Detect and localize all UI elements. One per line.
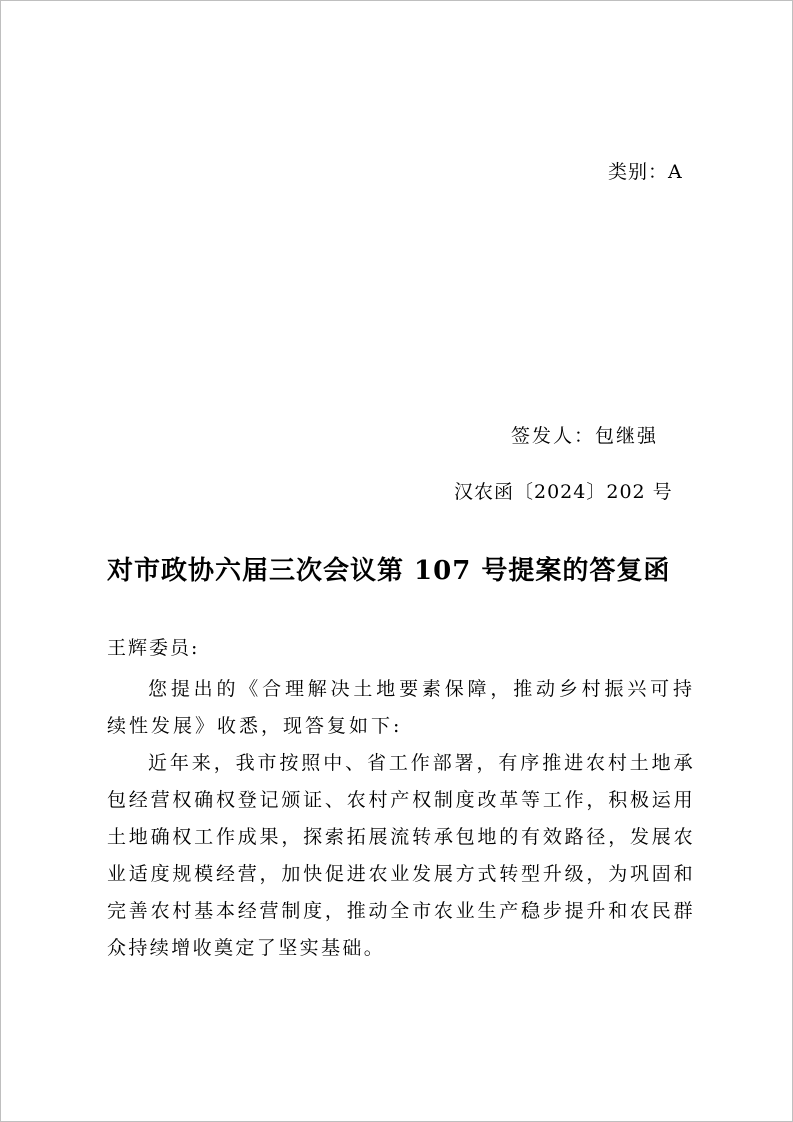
body-paragraph: 您提出的《合理解决土地要素保障，推动乡村振兴可持续性发展》收悉，现答复如下: xyxy=(107,678,695,737)
signer-line: 签发人：包继强 xyxy=(511,425,659,447)
category-label: 类别：A xyxy=(608,161,683,183)
salutation: 王辉委员: xyxy=(107,637,200,659)
document-title: 对市政协六届三次会议第 107 号提案的答复函 xyxy=(107,556,671,586)
document-number: 汉农函〔2024〕202 号 xyxy=(454,481,673,503)
body-paragraph: 近年来，我市按照中、省工作部署，有序推进农村土地承包经营权确权登记颁证、农村产权制度改革等工作，积极运用土地确权工作成果，探索拓展流转承包地的有效路径，发展农业适度规模经营，加快促进农业发展方式转型升级，为巩固和完善农村基本经营制度，推动全市农业生产稳步提升和农民群众持续增收奠定了坚实基础。 xyxy=(107,752,695,959)
